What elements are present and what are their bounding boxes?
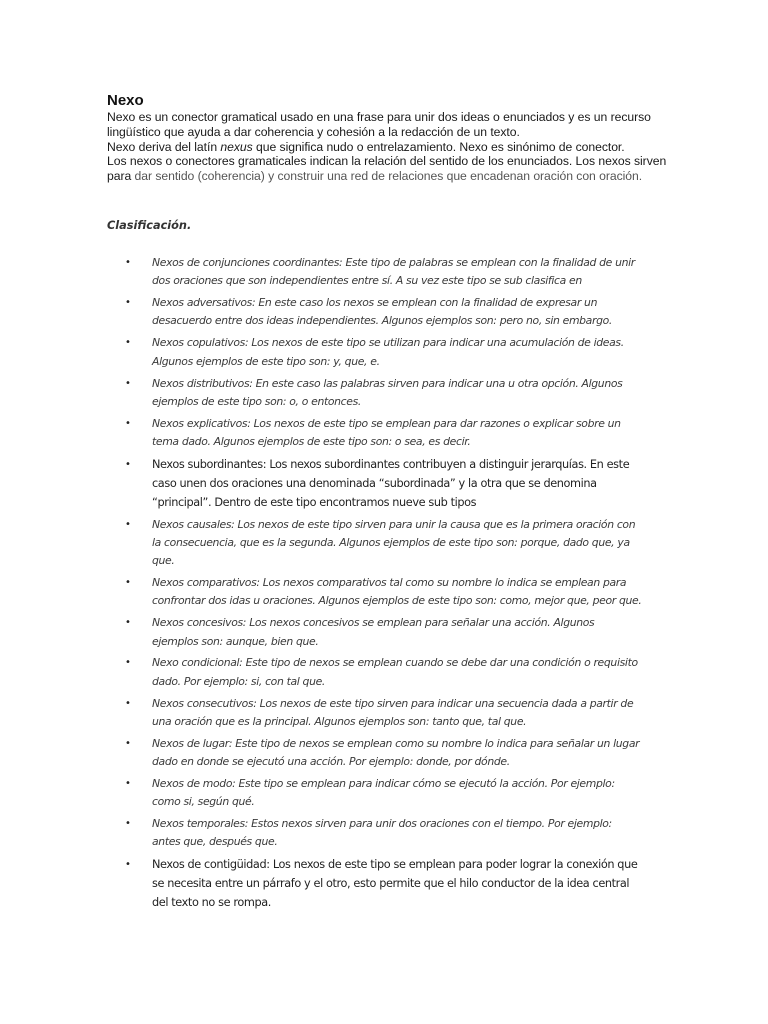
list-item-text: Nexos concesivos: Los nexos concesivos se emplean para señalar una acción. Algunos ejemplos son: aunque, bien que. (152, 616, 595, 648)
list-item-text: Nexos comparativos: Los nexos comparativos tal como su nombre lo indica se emplean para confrontar dos idas u oraciones. Algunos ejemplos de este tipo son: como, mejor que, peor que. (152, 576, 642, 608)
page-title: Nexo (107, 92, 144, 109)
bullet-mark: • (125, 377, 131, 389)
list-item (0, 415, 642, 452)
list-item-text: Nexos temporales: Estos nexos sirven para unir dos oraciones con el tiempo. Por ejemplo: antes que, después que. (152, 817, 612, 849)
classification-heading: Clasificación. (107, 219, 192, 232)
list-item-text: Nexos de conjunciones coordinantes: Este tipo de palabras se emplean con la finalidad de unir dos oraciones que son independientes entre sí. A su vez este tipo se sub clasifica en (152, 256, 635, 288)
bullet-mark: • (125, 518, 131, 530)
bullet-mark: • (125, 859, 131, 871)
list-item (0, 654, 642, 691)
list-item-text: Nexos distributivos: En este caso las palabras sirven para indicar una u otra opción. Algunos ejemplos de este tipo son: o, o entonces. (152, 376, 623, 408)
bullet-mark: • (125, 818, 131, 830)
list-item (0, 735, 642, 772)
bullet-mark: • (125, 777, 131, 789)
bullet-mark: • (125, 337, 131, 349)
list-item-text: Nexos adversativos: En este caso los nexos se emplean con la finalidad de expresar un desacuerdo entre dos ideas independientes. Algunos ejemplos son: pero no, sin embargo. (152, 296, 613, 328)
list-item (0, 334, 642, 371)
list-item-text: Nexos consecutivos: Los nexos de este tipo sirven para indicar una secuencia dada a partir de una oración que es la principal. Algunos ejemplos son: tanto que, tal que. (152, 696, 634, 728)
list-item (0, 254, 642, 291)
list-item-text: Nexos de contigüidad: Los nexos de este tipo se emplean para poder lograr la conexión que se necesita entre un párrafo y el otro, esto permite que el hilo conductor de la idea central del texto no se rompa. (152, 858, 638, 910)
intro-section (107, 92, 667, 184)
list-item (0, 455, 642, 512)
list-item (0, 775, 642, 812)
list-item-text: Nexos explicativos: Los nexos de este tipo se emplean para dar razones o explicar sobre un tema dado. Algunos ejemplos de este tipo son: o sea, es decir. (152, 416, 621, 449)
list-item-text: Nexos copulativos: Los nexos de este tipo se utilizan para indicar una acumulación de ideas. Algunos ejemplos de este tipo son: y, que, e. (152, 336, 624, 368)
bullet-mark: • (125, 657, 131, 669)
list-item (0, 855, 642, 912)
list-item (0, 516, 642, 571)
list-item (0, 574, 642, 611)
bullet-mark: • (125, 297, 131, 309)
intro-line-definition: Nexo es un conector gramatical usado en una frase para unir dos ideas o enunciados y es un recurso lingüístico que ayuda a dar coherencia y cohesión a la redacción de un texto. (107, 110, 651, 139)
classification-list (0, 254, 768, 916)
list-item (0, 695, 642, 732)
intro-line-purpose-gray: dar sentido (coherencia) y construir una red de relaciones que encadenan oración con oración. (134, 169, 643, 184)
bullet-mark: • (125, 697, 131, 709)
bullet-mark: • (125, 458, 131, 470)
intro-paragraph (107, 110, 667, 184)
list-item (0, 815, 642, 852)
intro-line-purpose: Los nexos o conectores gramaticales indican la relación del sentido de los enunciados. Los nexos sirven para (107, 154, 667, 184)
bullet-mark: • (125, 737, 131, 749)
list-item (0, 614, 642, 651)
bullet-mark: • (125, 577, 131, 589)
bullet-mark: • (125, 617, 131, 629)
intro-line-etymology-end: que significa nudo o entrelazamiento. Nexo es sinónimo de conector. (252, 139, 625, 154)
list-item-text: Nexos de modo: Este tipo se emplean para indicar cómo se ejecutó la acción. Por ejemplo: como si, según qué. (152, 776, 615, 809)
list-item-text: Nexos causales: Los nexos de este tipo sirven para unir la causa que es la primera oración con la consecuencia, que es la segunda. Algunos ejemplos de este tipo son: porque, dado que, ya que. (152, 517, 636, 568)
bullet-mark: • (125, 417, 131, 429)
intro-line-etymology-term: nexus (220, 139, 253, 154)
list-item-text: Nexos de lugar: Este tipo de nexos se emplean como su nombre lo indica para señalar un lugar dado en donde se ejecutó una acción. Por ejemplo: donde, por dónde. (152, 736, 640, 769)
list-item-text: Nexos subordinantes: Los nexos subordinantes contribuyen a distinguir jerarquías. En este caso unen dos oraciones una denominada “subordinada” y la otra que se denomina “principal”. Dentro de este tipo encontramos nueve sub tipos (152, 457, 630, 509)
list-item (0, 294, 642, 331)
list-item (0, 375, 642, 412)
list-item-text: Nexo condicional: Este tipo de nexos se emplean cuando se debe dar una condición o requisito dado. Por ejemplo: si, con tal que. (152, 656, 638, 688)
bullet-mark: • (125, 257, 131, 268)
intro-line-etymology-start: Nexo deriva del latín (107, 139, 221, 154)
